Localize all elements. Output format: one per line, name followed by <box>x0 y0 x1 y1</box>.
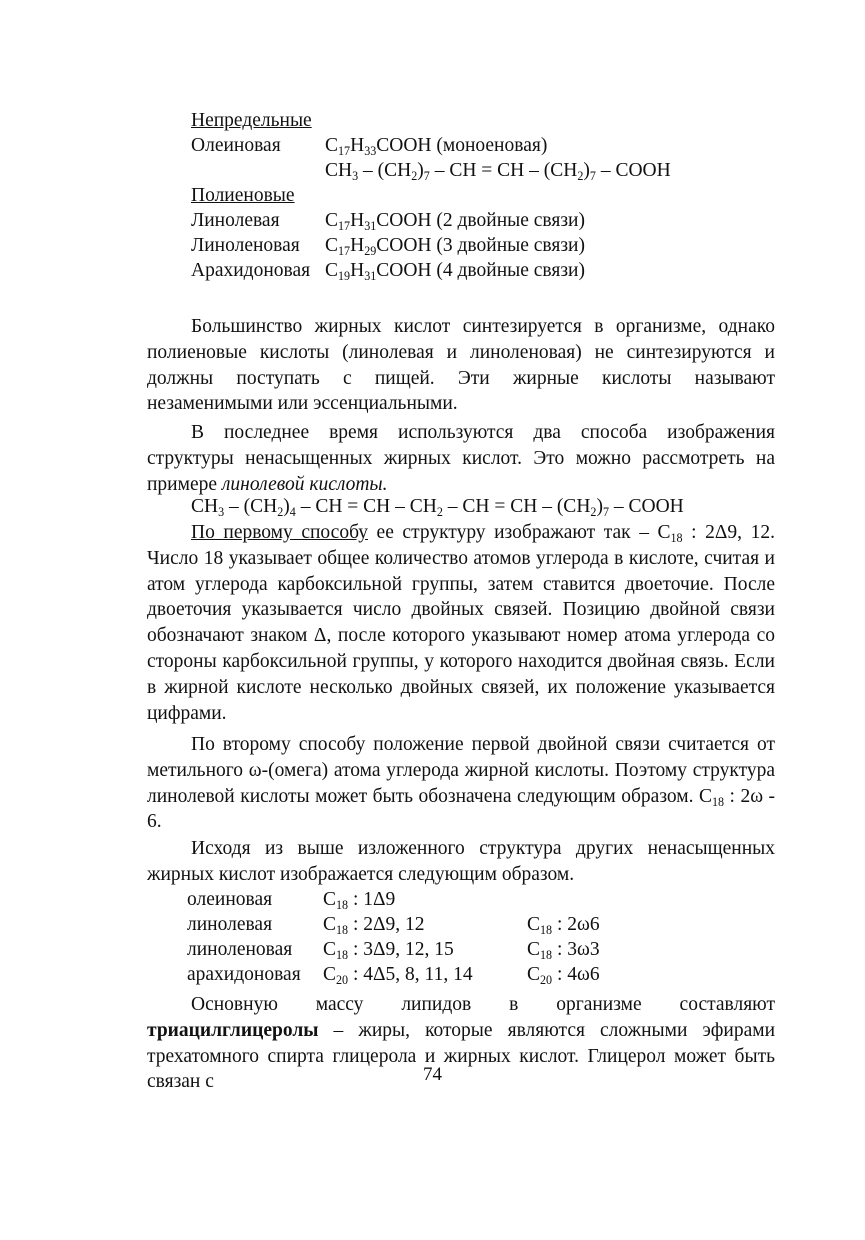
arachidonic-formula: $C_{19}H_{31}COOH$ (4 двойные связи) <box>325 260 585 283</box>
paragraph-triacylglycerols: Основную массу липидов в организме составляют триацилглицеролы – жиры, которые являются сложными эфирами трехатомного спирта глицерола и жирных кислот. Глицерол может быть связан с <box>147 994 775 1093</box>
paragraph-first-method: По первому способу ее структуру изображают так – $C_{18}$ : 2Δ9, 12. Число 18 указывает общее количество атомов углерода в кислоте, считая и атом углерода карбоксильной группы, затем ставится двоеточие. После двоеточия указывается число двойных связей. Позицию двойной связи обозначают знаком Δ, после которого указывают номер атома углерода со стороны карбоксильной группы, у которого находится двойная связь. Если в жирной кислоте несколько двойных связей, их положение указывается цифрами. <box>147 522 775 724</box>
linoleic-structure: $CH_3 - (CH_2)_4$ – CH = CH – $CH_2$ – CH = CH – $(CH_2)_7$ – COOH <box>191 496 684 519</box>
acid-list <box>191 108 671 283</box>
paragraph-other-acids: Исходя из выше изложенного структура других ненасыщенных жирных кислот изображается следующим образом. <box>147 838 775 885</box>
paragraph-second-method: По второму способу положение первой двойной связи считается от метильного ω-(омега) атома углерода жирной кислоты. Поэтому структура линолевой кислоты может быть обозначена следующим образом. $C_{18}$ : 2ω - 6. <box>147 734 776 833</box>
oleic-formula: $C_{17}H_{33}COOH$ (моноеновая) <box>325 135 548 158</box>
monoenoic-heading: Непредельные <box>191 110 312 131</box>
linolenic-name: Линоленовая <box>191 235 300 256</box>
polyenoic-heading: Полиеновые <box>191 185 295 206</box>
table-row: арахидоновая $C_{20}$ : 4Δ5, 8, 11, 14 $C_{20}$ : 4ω6 <box>187 964 600 987</box>
table-row: линоленовая $C_{18}$ : 3Δ9, 12, 15 $C_{18}$ : 3ω3 <box>187 939 600 962</box>
table-row: линолевая $C_{18}$ : 2Δ9, 12 $C_{18}$ : 2ω6 <box>187 914 600 937</box>
oleic-structure: $CH_3 - (CH_2)_7$ – CH = CH – $(CH_2)_7$ – COOH <box>325 160 671 183</box>
linolenic-formula: $C_{17}H_{29}COOH$ (3 двойные связи) <box>325 235 585 258</box>
linoleic-formula: $C_{17}H_{31}COOH$ (2 двойные связи) <box>325 210 585 233</box>
notation-table <box>187 887 627 987</box>
paragraph-notation-methods: В последнее время используются два способа изображения структуры ненасыщенных жирных кислот. Это можно рассмотреть на примере линолевой кислоты. <box>147 422 775 495</box>
oleic-name: Олеиновая <box>191 135 281 156</box>
table-row: олеиновая $C_{18}$ : 1Δ9 <box>187 889 396 912</box>
paragraph-essential-acids: Большинство жирных кислот синтезируется в организме, однако полиеновые кислоты (линолевая и линоленовая) не синтезируются и должны поступать с пищей. Эти жирные кислоты называют незаменимыми или эссенциальными. <box>147 316 775 415</box>
arachidonic-name: Арахидоновая <box>191 260 311 281</box>
page-number: 74 <box>423 1064 442 1085</box>
linoleic-name: Линолевая <box>191 210 280 231</box>
